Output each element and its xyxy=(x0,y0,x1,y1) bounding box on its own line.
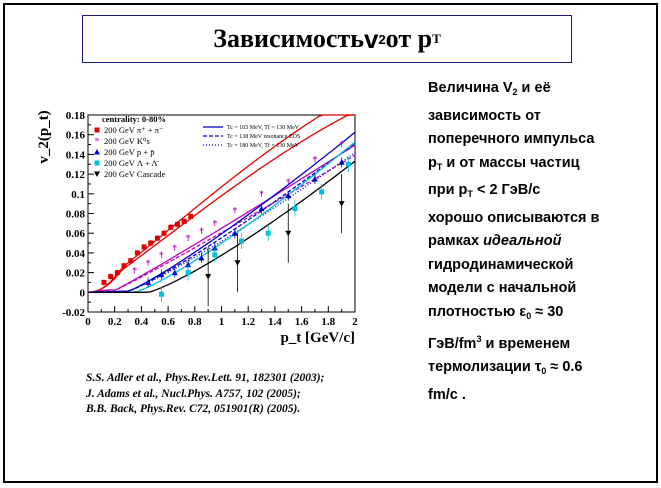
data-point xyxy=(168,225,173,230)
description-fragment: 0 xyxy=(541,366,547,377)
data-point: * xyxy=(232,206,238,218)
description-fragment: ГэВ/fm xyxy=(428,335,477,352)
data-point: * xyxy=(158,250,164,262)
description-fragment: модели с начальной xyxy=(428,280,577,296)
title-p-sub: T xyxy=(432,31,441,46)
data-point xyxy=(115,270,120,275)
y-tick-label: 0.12 xyxy=(65,169,85,182)
slide-title xyxy=(82,15,572,63)
description-text xyxy=(428,77,646,407)
data-point xyxy=(135,250,140,255)
description-line xyxy=(428,128,646,152)
description-line xyxy=(428,328,646,356)
description-fragment: при p xyxy=(428,182,468,198)
y-tick-label: 0 xyxy=(79,287,85,300)
legend-model-label: Tc = 165 MeV, Tf = 130 MeV xyxy=(227,125,300,131)
y-tick-label: 0.16 xyxy=(65,129,85,142)
description-line xyxy=(428,207,646,231)
description-line xyxy=(428,384,646,408)
x-tick-label: 1 xyxy=(218,316,225,328)
data-point xyxy=(128,258,133,263)
description-fragment: гидродинамической xyxy=(428,256,574,273)
data-point xyxy=(175,222,180,227)
description-line xyxy=(428,301,646,329)
legend-label: 200 GeV Cascade xyxy=(104,169,166,179)
data-point xyxy=(346,162,351,167)
description-fragment: и её xyxy=(517,80,551,96)
y-tick-label: 0.1 xyxy=(71,188,85,201)
x-tick-label: 1.4 xyxy=(268,316,282,328)
reference-item: S.S. Adler et al., Phys.Rev.Lett. 91, 182301 (2003); xyxy=(86,372,325,384)
x-tick-label: 2 xyxy=(352,316,358,328)
description-fragment: < 2 ГэВ/с xyxy=(472,182,541,198)
description-fragment: идеальной xyxy=(483,233,562,249)
references xyxy=(86,371,324,418)
data-point: * xyxy=(132,266,138,278)
data-point xyxy=(319,189,324,194)
description-line xyxy=(428,179,646,207)
description-fragment: поперечного импульса xyxy=(428,131,595,147)
description-fragment: T xyxy=(467,189,473,199)
description-line xyxy=(428,105,646,129)
description-line xyxy=(428,152,646,180)
x-tick-label: 1.6 xyxy=(294,316,309,328)
data-point xyxy=(108,274,113,279)
title-v: v xyxy=(363,23,379,54)
data-point: * xyxy=(172,243,178,255)
description-fragment: плотностью ε xyxy=(428,303,527,320)
data-point xyxy=(159,292,164,297)
title-mid: от p xyxy=(385,24,433,53)
x-tick-label: 0.8 xyxy=(187,316,202,328)
data-point xyxy=(182,219,187,224)
y-axis-label: v_2(p_t) xyxy=(36,110,52,164)
description-fragment: и от массы частиц xyxy=(442,154,580,171)
y-tick-label: -0.02 xyxy=(62,307,85,319)
description-line xyxy=(428,230,646,254)
description-fragment: хорошо описываются в xyxy=(428,209,600,226)
legend-label: 200 GeV Λ + Λ̄ xyxy=(104,158,158,168)
data-point xyxy=(212,252,217,257)
data-point xyxy=(155,236,160,241)
data-point: * xyxy=(259,189,265,201)
y-tick-label: 0.18 xyxy=(65,110,85,122)
description-fragment: зависимость от xyxy=(428,107,541,124)
data-point xyxy=(142,244,147,249)
data-point xyxy=(95,128,100,133)
data-point: * xyxy=(94,136,100,148)
description-fragment: рамках xyxy=(428,233,484,249)
title-v-sub: 2 xyxy=(378,31,386,47)
data-point: * xyxy=(212,218,218,230)
description-fragment: Величина V xyxy=(428,80,513,96)
data-point: * xyxy=(185,233,191,245)
description-line xyxy=(428,277,646,301)
legend-model-label: Tc = 138 MeV resonance EOS xyxy=(227,134,301,140)
data-point: * xyxy=(339,140,345,152)
description-fragment: p xyxy=(428,154,437,171)
description-fragment: 3 xyxy=(476,334,482,344)
description-fragment: термолизации τ xyxy=(428,359,542,376)
description-line xyxy=(428,77,646,105)
data-point xyxy=(102,280,107,285)
legend-model-label: Tc = 180 MeV, Tf = 130 MeV xyxy=(227,143,300,149)
reference-item: J. Adams et al., Nucl.Phys. A757, 102 (2005); xyxy=(86,387,301,400)
x-tick-label: 1.8 xyxy=(321,316,336,328)
reference-item: B.B. Back, Phys.Rev. C72, 051901(R) (2005). xyxy=(86,403,301,415)
title-prefix: Зависимость xyxy=(213,24,364,53)
x-tick-label: 0 xyxy=(85,316,91,328)
description-line xyxy=(428,356,646,384)
y-tick-label: 0.04 xyxy=(65,247,85,260)
description-fragment: ≈ 30 xyxy=(531,303,564,320)
data-point: * xyxy=(312,154,318,166)
description-fragment: 0 xyxy=(526,310,532,321)
data-point xyxy=(266,231,271,236)
data-point xyxy=(95,161,100,166)
legend-label: 200 GeV p + p̄ xyxy=(104,147,155,157)
data-point: * xyxy=(145,258,151,270)
y-tick-label: 0.02 xyxy=(65,267,85,280)
x-tick-label: 0.6 xyxy=(161,316,175,328)
data-point: * xyxy=(198,226,204,238)
v2-plot xyxy=(30,100,375,355)
y-tick-label: 0.08 xyxy=(65,208,85,221)
description-fragment: fm/c . xyxy=(428,386,466,403)
x-axis-label: p_t [GeV/c] xyxy=(280,330,355,346)
data-point xyxy=(162,231,167,236)
x-tick-label: 0.4 xyxy=(134,316,149,328)
chart-svg xyxy=(30,100,375,350)
legend-title: centrality: 0-80% xyxy=(102,114,166,124)
data-point: * xyxy=(285,177,291,189)
description-fragment: и временем xyxy=(481,335,571,352)
description-fragment: ≈ 0.6 xyxy=(546,359,583,376)
description-line xyxy=(428,254,646,278)
x-tick-label: 1.2 xyxy=(241,316,256,328)
legend-label: 200 GeV K⁰s xyxy=(104,136,150,146)
y-tick-label: 0.06 xyxy=(65,228,85,241)
data-point xyxy=(186,270,191,275)
x-tick-label: 0.2 xyxy=(107,316,122,328)
data-point xyxy=(292,206,297,211)
legend-label: 200 GeV π⁺ + π⁻ xyxy=(104,125,164,135)
data-point xyxy=(239,239,244,244)
data-point xyxy=(122,263,127,268)
data-point xyxy=(148,241,153,246)
y-tick-label: 0.14 xyxy=(65,149,85,162)
description-fragment: 2 xyxy=(512,87,518,97)
description-fragment: T xyxy=(436,161,443,172)
data-point xyxy=(188,214,193,219)
